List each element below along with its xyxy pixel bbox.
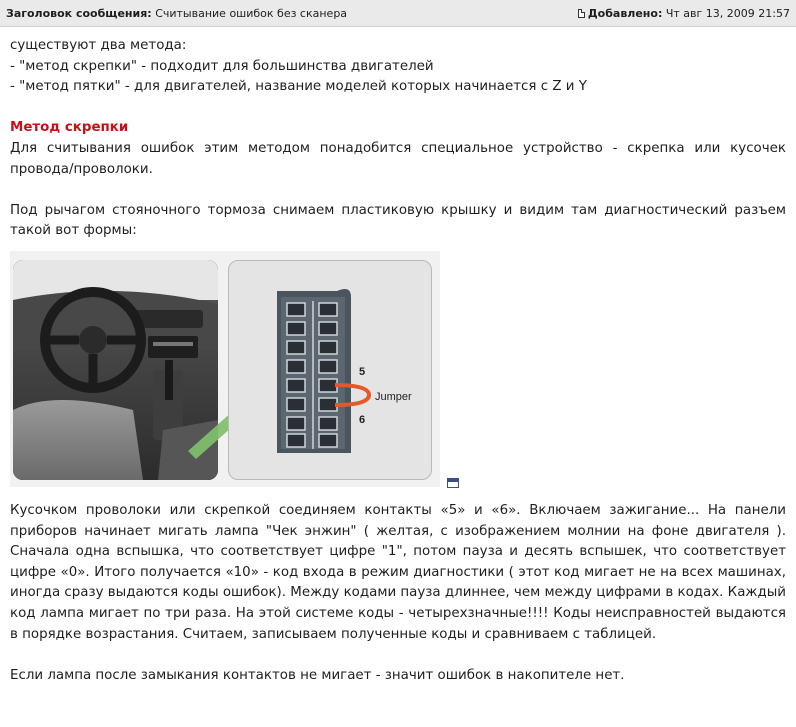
post-link-icon[interactable] [578,9,585,18]
method-1-line: - "метод скрепки" - подходит для большинства двигателей [10,58,434,74]
added-label: Добавлено: [587,7,663,20]
diagnostic-connector-image [10,251,440,487]
connector-pins-illustration [229,261,433,481]
paragraph-4: Если лампа после замыкания контактов не мигает - значит ошибок в накопителе нет. [10,667,625,683]
paragraph-1: Для считывания ошибок этим методом понадобится специальное устройство - скрепка или кусочек провода/проволоки. [10,140,786,177]
paragraph-2: Под рычагом стояночного тормоза снимаем пластиковую крышку и видим там диагностический разъем такой вот формы: [10,202,786,239]
paragraph-3: Кусочком проволоки или скрепкой соединяем контакты «5» и «6». Включаем зажигание... На панели приборов начинает мигать лампа "Чек энжин" ( желтая, с изображением молнии на фоне двигателя ). Сначала одна вспышка, что соответствует цифре "1", потом пауза и десять вспышек, что соответствует цифре «0». Итого получается «10» - код входа в режим диагностики ( этот код мигает не на всех машинах, иногда сразу выдаются коды ошибок). Между кодами пауза длиннее, чем между цифрами в кодах. Каждый код лампа мигает по три раза. На этой системе коды - четырехзначные!!!! Коды неисправностей выдаются в порядке возрастания. Считаем, записываем полученные коды и сравниваем с таблицей. [10,502,786,642]
subject-line [6,0,347,27]
subject-label: Заголовок сообщения: [6,7,152,20]
jumper-label: Jumper [375,390,412,403]
post-date [578,0,790,27]
pin-5-label: 5 [359,365,366,378]
method-2-line: - "метод пятки" - для двигателей, название моделей которых начинается с Z и Y [10,79,587,95]
pin-6-label: 6 [359,413,366,426]
section-heading: Метод скрепки [10,120,129,136]
post-body [10,36,786,686]
intro-line: существуют два метода: [10,38,187,53]
enlarge-image-icon[interactable] [447,478,459,488]
post-header [0,0,796,27]
added-date: Чт авг 13, 2009 21:57 [665,7,790,20]
connector-diagram [228,260,432,480]
subject-text: Считывание ошибок без сканера [155,7,348,20]
